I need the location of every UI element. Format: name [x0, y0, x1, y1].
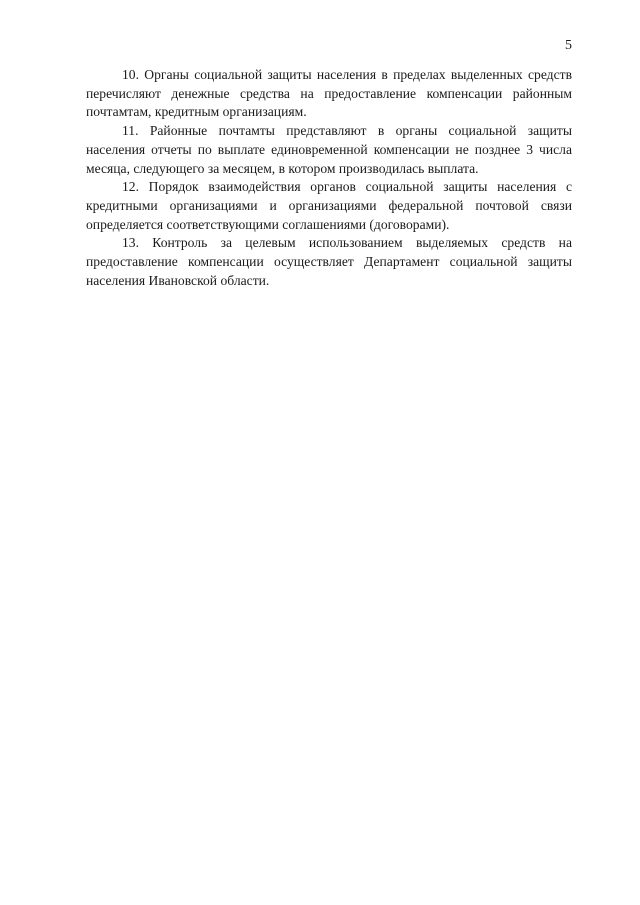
- paragraph-12: 12. Порядок взаимодействия органов социальной защиты населения с кредитными организациями и организациями федеральной почтовой связи определяется соответствующими соглашениями (договорами).: [86, 179, 572, 232]
- page-number: 5: [565, 38, 572, 53]
- paragraph-10: 10. Органы социальной защиты населения в пределах выделенных средств перечисляют денежные средства на предоставление компенсации районным почтамтам, кредитным организациям.: [86, 67, 572, 120]
- document-body: [86, 66, 572, 290]
- paragraph-11: 11. Районные почтамты представляют в органы социальной защиты населения отчеты по выплате единовременной компенсации не позднее 3 числа месяца, следующего за месяцем, в котором производилась выплата.: [86, 123, 572, 176]
- paragraph-13: 13. Контроль за целевым использованием выделяемых средств на предоставление компенсации осуществляет Департамент социальной защиты населения Ивановской области.: [86, 235, 572, 288]
